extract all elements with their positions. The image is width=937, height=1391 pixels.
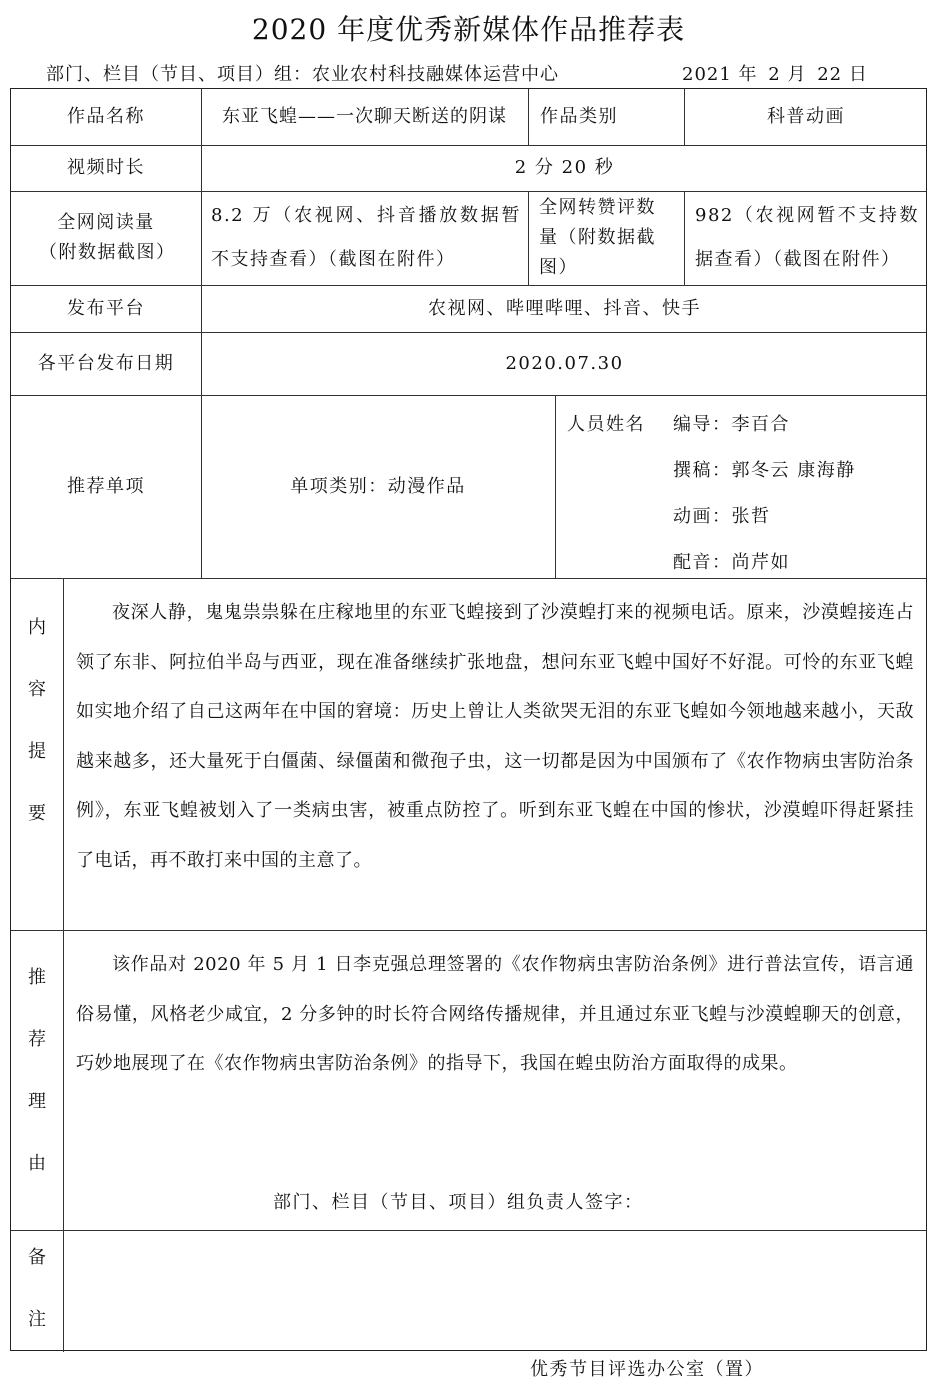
- footer-office: 优秀节目评选办公室（置）: [530, 1359, 764, 1380]
- date-day: 22 日: [817, 64, 868, 85]
- date-year: 2021 年: [682, 64, 758, 85]
- duration-label: 视频时长: [67, 157, 145, 178]
- col-divider: [63, 578, 64, 1352]
- platforms-value: 农视网、哔哩哔哩、抖音、快手: [428, 297, 701, 319]
- shares-value: 982（农视网暂不支持数据查看）（截图在附件）: [695, 205, 919, 270]
- signature-label: 部门、栏目（节目、项目）组负责人签字：: [273, 1192, 644, 1213]
- staff-entry: 撰稿：郭冬云 康海静: [673, 460, 856, 481]
- category-label: 作品类别: [540, 106, 618, 127]
- staff-row: [567, 540, 917, 586]
- page-title: 2020 年度优秀新媒体作品推荐表: [251, 13, 686, 46]
- work-name-value: 东亚飞蝗——一次聊天断送的阴谋: [222, 106, 507, 127]
- col-divider: [528, 191, 529, 285]
- staff-entry: 动画：张哲: [673, 506, 771, 527]
- recommendation-form: [10, 88, 927, 1351]
- duration-value: 2 分 20 秒: [514, 157, 615, 178]
- category-value: 科普动画: [767, 106, 845, 127]
- platforms-label: 发布平台: [67, 297, 145, 319]
- department-line: 部门、栏目（节目、项目）组：农业农村科技融媒体运营中心: [46, 64, 559, 85]
- staff-row: [567, 402, 917, 448]
- staff-list: [567, 402, 917, 586]
- single-item-label: 推荐单项: [67, 475, 145, 497]
- reason-text: 该作品对 2020 年 5 月 1 日李克强总理签署的《农作物病虫害防治条例》进行普法宣传，语言通俗易懂，风格老少咸宜，2 分多钟的时长符合网络传播规律，并且通过东亚飞蝗与沙漠蝗聊天的创意，巧妙地展现了在《农作物病虫害防治条例》的指导下，我国在蝗虫防治方面取得的成果。: [76, 954, 914, 1074]
- col-divider: [684, 191, 685, 285]
- work-name-label: 作品名称: [67, 106, 145, 127]
- views-value: 8.2 万（农视网、抖音播放数据暂不支持查看）（截图在附件）: [211, 205, 521, 270]
- staff-row: [567, 494, 917, 540]
- single-category: 单项类别：动漫作品: [290, 475, 466, 497]
- shares-label: 全网转赞评数量（附数据截图）: [539, 197, 656, 278]
- pubdate-value: 2020.07.30: [505, 352, 624, 374]
- row-divider: [11, 930, 926, 931]
- date-month: 2 月: [768, 64, 807, 85]
- col-divider: [555, 395, 556, 578]
- staff-entry: 配音：尚芹如: [673, 552, 790, 573]
- views-label: 全网阅读量（附数据截图）: [39, 212, 176, 263]
- pubdate-label: 各平台发布日期: [37, 352, 175, 374]
- staff-title: 人员姓名: [567, 414, 645, 435]
- summary-text: 夜深人静，鬼鬼祟祟躲在庄稼地里的东亚飞蝗接到了沙漠蝗打来的视频电话。原来，沙漠蝗接连占领了东非、阿拉伯半岛与西亚，现在准备继续扩张地盘，想问东亚飞蝗中国好不好混。可怜的东亚飞蝗如实地介绍了自己这两年在中国的窘境：历史上曾让人类欲哭无泪的东亚飞蝗如今领地越来越小，天敌越来越多，还大量死于白僵菌、绿僵菌和微孢子虫，这一切都是因为中国颁布了《农作物病虫害防治条例》，东亚飞蝗被划入了一类病虫害，被重点防控了。听到东亚飞蝗在中国的惨状，沙漠蝗吓得赶紧挂了电话，再不敢打来中国的主意了。: [76, 602, 914, 871]
- staff-entry: 编导：李百合: [673, 414, 790, 435]
- row-divider: [11, 1230, 926, 1231]
- summary-label: 内 容 提 要: [28, 617, 46, 824]
- date-line: [682, 60, 872, 86]
- notes-label: 备 注: [28, 1247, 46, 1330]
- staff-row: [567, 448, 917, 494]
- reason-label: 推 荐 理 由: [28, 967, 46, 1174]
